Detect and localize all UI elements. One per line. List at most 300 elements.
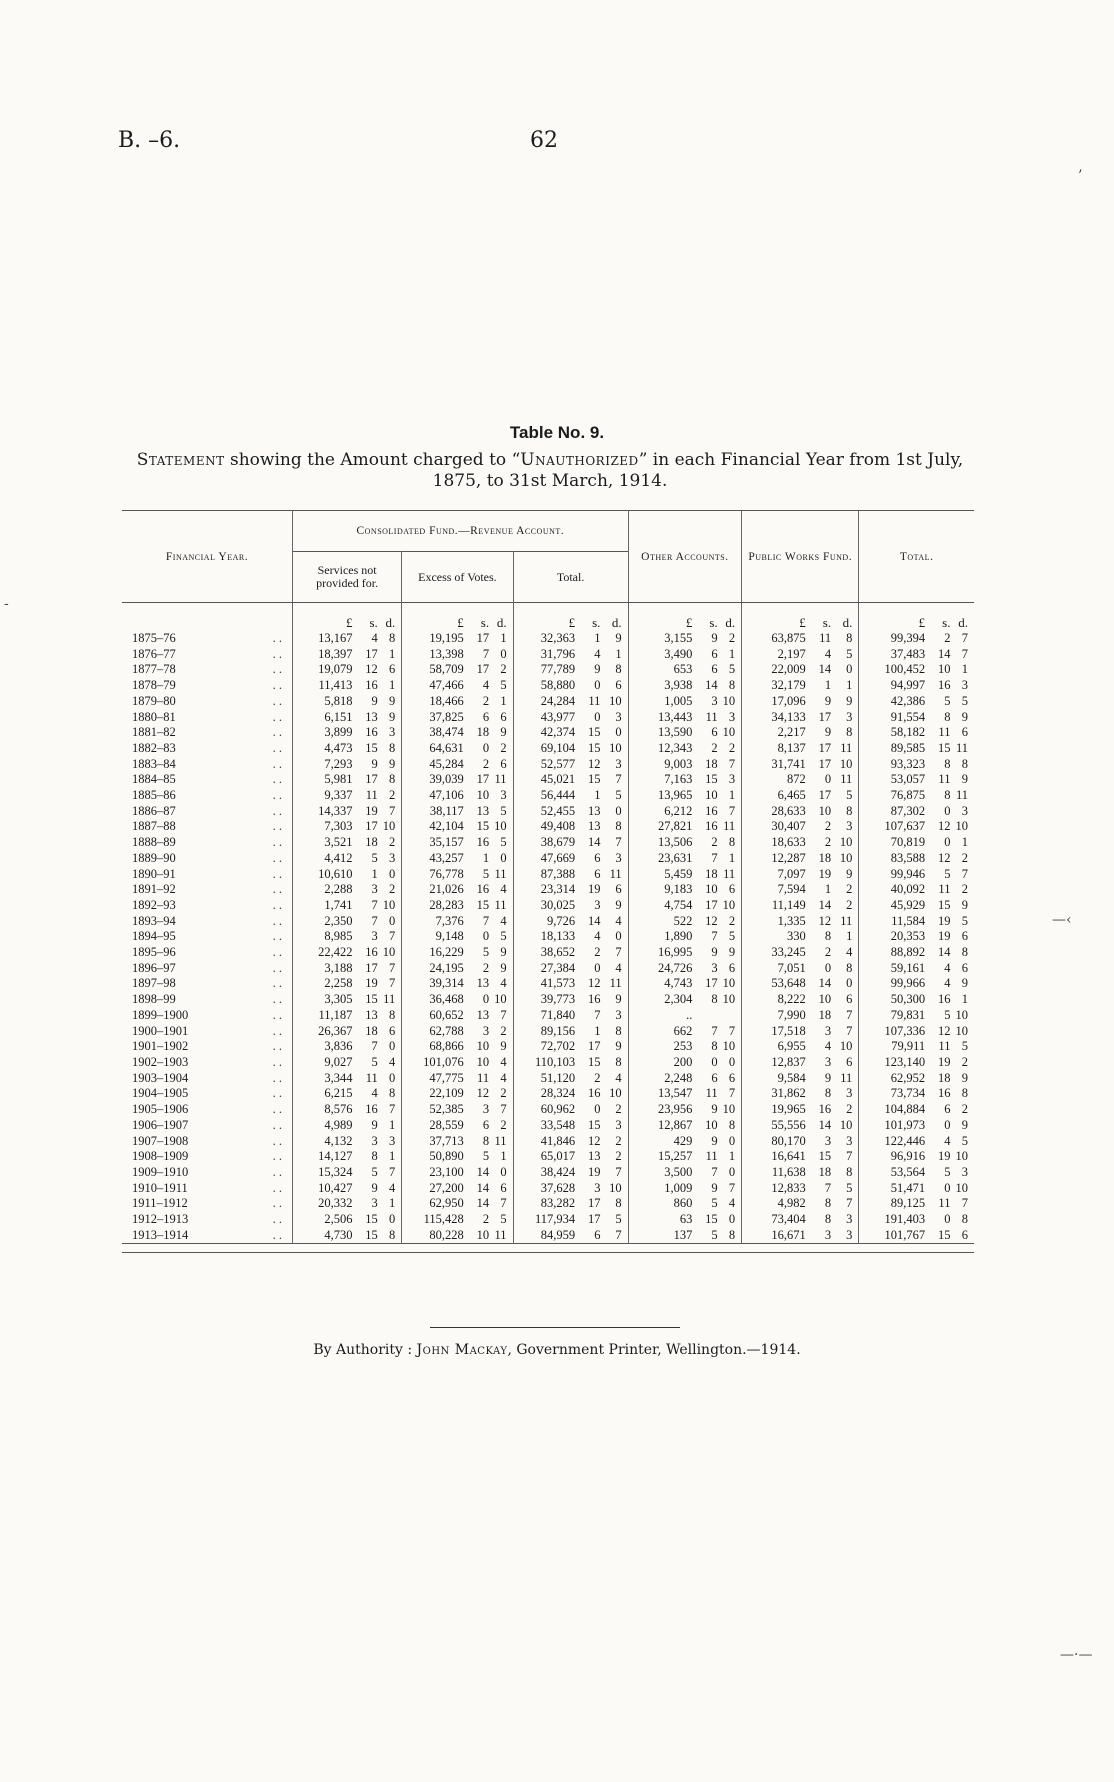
pounds-cell: 59,161 (859, 961, 929, 977)
pounds-cell: 429 (628, 1134, 696, 1150)
pounds-cell: 9,027 (293, 1055, 357, 1071)
pounds-cell: 79,911 (859, 1039, 929, 1055)
pounds-cell: 45,021 (513, 772, 579, 788)
unit-shilling: s. (369, 615, 378, 630)
pence-cell: 5 (500, 678, 507, 693)
shillings-cell: 5 (371, 850, 378, 865)
shillings-cell: 15 (705, 772, 718, 787)
pounds-cell: 12,867 (628, 1118, 696, 1134)
year-cell: 1901–1902 (132, 1039, 189, 1054)
pence-cell: 9 (388, 693, 396, 708)
pence-cell: 3 (728, 772, 736, 787)
leader-dots: . . (272, 725, 282, 740)
pounds-cell: 104,884 (859, 1102, 929, 1118)
shillings-cell: 12 (587, 756, 601, 771)
pence-cell: 11 (955, 740, 968, 755)
shillings-cell: 3 (824, 1133, 832, 1148)
pounds-cell: 41,573 (513, 976, 579, 992)
pence-cell: 3 (615, 1117, 622, 1132)
table-row (122, 1071, 974, 1087)
pence-cell: 11 (383, 992, 396, 1007)
pence-cell: 8 (615, 1054, 622, 1069)
pounds-cell: 23,314 (513, 882, 579, 898)
pence-cell: 11 (609, 866, 622, 881)
pounds-cell: 37,825 (402, 710, 468, 726)
page-number: 62 (530, 128, 558, 153)
year-cell: 1879–80 (132, 693, 176, 708)
pence-cell: 4 (500, 1070, 507, 1085)
pounds-cell: 115,428 (402, 1212, 468, 1228)
year-cell: 1880–81 (132, 709, 176, 724)
pounds-cell: 39,039 (402, 772, 468, 788)
pounds-cell: 71,840 (513, 1008, 579, 1024)
shillings-cell: 7 (711, 850, 718, 865)
table-row (122, 1134, 974, 1150)
header-other-accounts: Other Accounts. (628, 511, 741, 603)
shillings-cell: 0 (824, 960, 832, 975)
pounds-cell: 31,862 (742, 1086, 810, 1102)
pence-cell: 9 (846, 866, 853, 881)
pounds-cell: 50,890 (402, 1149, 468, 1165)
shillings-cell: 6 (711, 725, 718, 740)
shillings-cell: 4 (944, 960, 951, 975)
pounds-cell: 17,518 (742, 1024, 810, 1040)
year-cell: 1892–93 (132, 897, 176, 912)
pence-cell: 0 (388, 1039, 396, 1054)
shillings-cell: 13 (476, 803, 490, 818)
shillings-cell: 6 (482, 709, 490, 724)
pounds-cell: 49,408 (513, 819, 579, 835)
pounds-cell: 43,257 (402, 851, 468, 867)
shillings-cell: 8 (482, 1133, 490, 1148)
shillings-cell: 0 (944, 803, 951, 818)
leader-dots: . . (272, 929, 282, 944)
pounds-cell: 110,103 (513, 1055, 579, 1071)
shillings-cell: 5 (482, 945, 490, 960)
pence-cell: 0 (500, 1164, 507, 1179)
shillings-cell: 15 (365, 1212, 378, 1227)
leader-dots: . . (272, 866, 282, 881)
pounds-cell: 9,584 (742, 1071, 810, 1087)
pounds-cell: 11,187 (293, 1008, 357, 1024)
pence-cell: 7 (728, 803, 736, 818)
pounds-cell: 13,398 (402, 647, 468, 663)
shillings-cell: 13 (365, 1007, 378, 1022)
shillings-cell: 4 (944, 1133, 951, 1148)
shillings-cell: 18 (705, 866, 718, 881)
pence-cell: 10 (722, 992, 736, 1007)
pence-cell: 1 (961, 992, 968, 1007)
pence-cell: 6 (500, 709, 507, 724)
shillings-cell: 16 (705, 803, 718, 818)
leader-dots: . . (272, 976, 282, 991)
pounds-cell: 76,778 (402, 867, 468, 883)
pence-cell: 7 (388, 1102, 396, 1117)
pence-cell: 9 (615, 992, 622, 1007)
pence-cell: 8 (388, 740, 396, 755)
pounds-cell: 2,506 (293, 1212, 357, 1228)
year-cell: 1904–1905 (132, 1086, 189, 1101)
pence-cell: 9 (961, 772, 968, 787)
pence-cell: 5 (846, 1180, 853, 1195)
shillings-cell: 6 (482, 1117, 490, 1132)
pence-cell: 1 (615, 646, 622, 661)
pence-cell: 9 (961, 709, 968, 724)
shillings-cell: 17 (365, 772, 378, 787)
shillings-cell: 6 (594, 850, 601, 865)
pounds-cell: 19,965 (742, 1102, 810, 1118)
pounds-cell: 45,284 (402, 757, 468, 773)
pence-cell: 0 (728, 1212, 736, 1227)
pence-cell: 6 (500, 1180, 507, 1195)
year-cell: 1907–1908 (132, 1133, 189, 1148)
shillings-cell: 9 (711, 1102, 718, 1117)
pounds-cell: 860 (628, 1196, 696, 1212)
shillings-cell: 15 (587, 725, 601, 740)
unit-pound: £ (742, 603, 810, 632)
pence-cell: 5 (846, 646, 853, 661)
pence-cell: 8 (846, 960, 853, 975)
shillings-cell: 0 (594, 709, 601, 724)
leader-dots: . . (272, 1023, 282, 1038)
pounds-cell: 2,350 (293, 914, 357, 930)
pence-cell: 3 (388, 850, 396, 865)
pence-cell: 0 (728, 1164, 736, 1179)
shillings-cell: 17 (476, 631, 490, 645)
pence-cell: 7 (846, 1196, 853, 1211)
pounds-cell: 68,866 (402, 1039, 468, 1055)
pounds-cell: .. (628, 1008, 696, 1024)
table-row (122, 725, 974, 741)
pence-cell: 4 (846, 945, 853, 960)
table-row (122, 882, 974, 898)
statement-table (122, 510, 974, 1253)
unit-shilling: s. (822, 615, 832, 630)
shillings-cell: 2 (824, 835, 832, 850)
leader-dots: . . (272, 646, 282, 661)
pounds-cell: 24,284 (513, 694, 579, 710)
shillings-cell: 18 (818, 1164, 832, 1179)
pence-cell: 5 (500, 835, 507, 850)
shillings-cell: 8 (944, 709, 951, 724)
pence-cell: 2 (846, 882, 853, 897)
shillings-cell: 14 (476, 1180, 490, 1195)
pence-cell: 2 (961, 882, 968, 897)
leader-dots: . . (272, 897, 282, 912)
pounds-cell: 36,468 (402, 992, 468, 1008)
pence-cell: 10 (382, 897, 396, 912)
table-row (122, 945, 974, 961)
shillings-cell: 7 (824, 1180, 832, 1195)
year-cell: 1881–82 (132, 725, 176, 740)
pence-cell: 6 (728, 1070, 736, 1085)
shillings-cell: 12 (476, 1086, 490, 1101)
pence-cell: 5 (500, 929, 507, 944)
pence-cell: 0 (846, 662, 853, 677)
shillings-cell: 13 (587, 819, 601, 834)
pounds-cell: 11,584 (859, 914, 929, 930)
table-row (122, 788, 974, 804)
table-title: Table No. 9. (509, 423, 605, 442)
table-row (122, 992, 974, 1008)
pounds-cell: 47,106 (402, 788, 468, 804)
pounds-cell: 18,466 (402, 694, 468, 710)
shillings-cell: 1 (824, 882, 832, 897)
pounds-cell: 3,938 (628, 678, 696, 694)
pounds-cell: 52,455 (513, 804, 579, 820)
shillings-cell: 7 (594, 1007, 601, 1022)
pounds-cell: 3,344 (293, 1071, 357, 1087)
pounds-cell: 12,837 (742, 1055, 810, 1071)
pence-cell: 8 (961, 945, 968, 960)
pounds-cell: 40,092 (859, 882, 929, 898)
shillings-cell: 2 (824, 945, 832, 960)
shillings-cell: 3 (482, 1102, 490, 1117)
pence-cell: 8 (728, 1227, 736, 1242)
pounds-cell: 39,773 (513, 992, 579, 1008)
shillings-cell: 16 (587, 1086, 601, 1101)
pounds-cell: 4,412 (293, 851, 357, 867)
pounds-cell: 24,195 (402, 961, 468, 977)
shillings-cell: 3 (711, 693, 718, 708)
shillings-cell: 16 (365, 945, 378, 960)
pounds-cell: 13,590 (628, 725, 696, 741)
pence-cell: 1 (728, 788, 736, 803)
pence-cell: 0 (388, 866, 396, 881)
pence-cell: 2 (500, 1086, 507, 1101)
year-cell: 1903–1904 (132, 1070, 189, 1085)
pence-cell: 7 (388, 929, 396, 944)
pence-cell: 1 (961, 835, 968, 850)
pence-cell: 7 (500, 1007, 507, 1022)
year-cell: 1909–1910 (132, 1164, 189, 1179)
shillings-cell: 7 (371, 1039, 378, 1054)
leader-dots: . . (272, 1212, 282, 1227)
pence-cell: 5 (615, 788, 622, 803)
shillings-cell: 0 (482, 929, 490, 944)
pounds-cell: 89,585 (859, 741, 929, 757)
footer-imprint (0, 1342, 1114, 1358)
pounds-cell: 9,148 (402, 929, 468, 945)
pence-cell: 5 (728, 662, 736, 677)
shillings-cell: 1 (482, 850, 490, 865)
pence-cell: 6 (846, 1054, 853, 1069)
shillings-cell: 1 (594, 631, 601, 645)
pence-cell: 11 (494, 897, 507, 912)
table-row (122, 1118, 974, 1134)
pence-cell: 0 (615, 929, 622, 944)
year-cell: 1908–1909 (132, 1149, 189, 1164)
leader-dots: . . (272, 1149, 282, 1164)
leader-dots: . . (272, 1133, 282, 1148)
pence-cell: 7 (846, 1007, 853, 1022)
pounds-cell: 101,767 (859, 1228, 929, 1244)
table-row (122, 835, 974, 851)
pence-cell: 1 (388, 646, 396, 661)
shillings-cell: 3 (371, 1196, 378, 1211)
pounds-cell: 100,452 (859, 662, 929, 678)
pounds-cell: 653 (628, 662, 696, 678)
pence-cell: 10 (494, 819, 507, 834)
shillings-cell: 14 (587, 913, 601, 928)
shillings-cell: 14 (937, 945, 951, 960)
pounds-cell: 62,950 (402, 1196, 468, 1212)
pounds-cell: 7,376 (402, 914, 468, 930)
table-body (122, 631, 974, 1244)
pence-cell: 10 (839, 835, 853, 850)
year-cell: 1891–92 (132, 882, 176, 897)
shillings-cell: 10 (476, 788, 490, 803)
pounds-cell: 23,956 (628, 1102, 696, 1118)
year-cell: 1882–83 (132, 740, 176, 755)
pence-cell: 4 (500, 913, 507, 928)
shillings-cell: 17 (818, 709, 832, 724)
leader-dots: . . (272, 662, 282, 677)
pence-cell: 3 (961, 803, 968, 818)
pence-cell: 2 (846, 1102, 853, 1117)
pence-cell: 3 (846, 709, 853, 724)
pence-cell: 8 (846, 725, 853, 740)
table-row (122, 1212, 974, 1228)
shillings-cell: 9 (371, 1180, 378, 1195)
pounds-cell: 191,403 (859, 1212, 929, 1228)
pence-cell: 1 (500, 1149, 507, 1164)
pence-cell: 10 (839, 756, 853, 771)
leader-dots: . . (272, 756, 282, 771)
pence-cell: 10 (722, 693, 736, 708)
pounds-cell: 99,966 (859, 976, 929, 992)
pence-cell: 9 (846, 693, 853, 708)
pounds-cell: 18,133 (513, 929, 579, 945)
pounds-cell: 2,248 (628, 1071, 696, 1087)
pence-cell: 9 (728, 945, 736, 960)
shillings-cell: 1 (594, 1023, 601, 1038)
pounds-cell: 87,388 (513, 867, 579, 883)
shillings-cell: 11 (819, 631, 832, 645)
pence-cell: 0 (388, 1070, 396, 1085)
pounds-cell: 9,003 (628, 757, 696, 773)
pounds-cell: 60,652 (402, 1008, 468, 1024)
shillings-cell: 5 (371, 1164, 378, 1179)
pence-cell: 5 (500, 1212, 507, 1227)
pounds-cell: 19,079 (293, 662, 357, 678)
shillings-cell: 14 (587, 835, 601, 850)
pounds-cell: 1,890 (628, 929, 696, 945)
pence-cell: 7 (846, 1149, 853, 1164)
leader-dots: . . (272, 882, 282, 897)
pounds-cell: 30,025 (513, 898, 579, 914)
pence-cell: 7 (615, 835, 622, 850)
shillings-cell: 18 (818, 850, 832, 865)
pence-cell: 8 (388, 1227, 396, 1242)
pounds-cell: 51,120 (513, 1071, 579, 1087)
pounds-cell: 5,459 (628, 867, 696, 883)
pence-cell: 11 (609, 976, 622, 991)
pence-cell: 3 (615, 709, 622, 724)
table-row (122, 929, 974, 945)
pence-cell: 1 (961, 662, 968, 677)
pence-cell: 1 (728, 646, 736, 661)
pounds-cell: 91,554 (859, 710, 929, 726)
pounds-cell: 4,743 (628, 976, 696, 992)
pounds-cell: 24,726 (628, 961, 696, 977)
shillings-cell: 0 (482, 740, 490, 755)
shillings-cell: 11 (938, 1039, 951, 1054)
pence-cell: 8 (388, 772, 396, 787)
pounds-cell: 7,303 (293, 819, 357, 835)
unit-shilling: s. (709, 615, 718, 630)
pence-cell: 1 (728, 1149, 736, 1164)
shillings-cell: 2 (482, 1212, 490, 1227)
shillings-cell: 11 (705, 1149, 718, 1164)
pence-cell: 10 (609, 1086, 622, 1101)
table-row (122, 631, 974, 647)
shillings-cell: 8 (824, 1212, 832, 1227)
shillings-cell: 14 (705, 678, 718, 693)
pence-cell: 6 (961, 929, 968, 944)
pounds-cell: 9,726 (513, 914, 579, 930)
shillings-cell: 2 (482, 693, 490, 708)
year-cell: 1905–1906 (132, 1102, 189, 1117)
pounds-cell: 11,638 (742, 1165, 810, 1181)
shillings-cell: 16 (587, 992, 601, 1007)
pounds-cell: 522 (628, 914, 696, 930)
pence-cell: 0 (388, 913, 396, 928)
pence-cell: 0 (500, 646, 507, 661)
pounds-cell: 9,183 (628, 882, 696, 898)
pounds-cell: 10,610 (293, 867, 357, 883)
shillings-cell: 9 (371, 1117, 378, 1132)
shillings-cell: 0 (482, 992, 490, 1007)
pounds-cell: 13,547 (628, 1086, 696, 1102)
pounds-cell: 53,564 (859, 1165, 929, 1181)
pounds-cell: 70,819 (859, 835, 929, 851)
shillings-cell: 15 (818, 1149, 832, 1164)
year-cell: 1893–94 (132, 913, 176, 928)
shillings-cell: 10 (705, 882, 718, 897)
shillings-cell: 0 (944, 1117, 951, 1132)
shillings-cell: 4 (824, 646, 832, 661)
pence-cell: 7 (388, 1164, 396, 1179)
unit-pound: £ (859, 603, 929, 632)
table-row (122, 1181, 974, 1197)
year-cell: 1898–99 (132, 992, 176, 1007)
pounds-cell: 12,343 (628, 741, 696, 757)
pounds-cell: 76,875 (859, 788, 929, 804)
shillings-cell: 8 (824, 1196, 832, 1211)
pence-cell: 7 (388, 960, 396, 975)
year-cell: 1888–89 (132, 835, 176, 850)
shillings-cell: 17 (587, 1196, 601, 1211)
shillings-cell: 10 (705, 788, 718, 803)
pounds-cell: 1,335 (742, 914, 810, 930)
pounds-cell: 37,483 (859, 647, 929, 663)
shillings-cell: 16 (937, 1086, 951, 1101)
pounds-cell: 27,200 (402, 1181, 468, 1197)
pounds-cell: 2,288 (293, 882, 357, 898)
shillings-cell: 0 (711, 1054, 718, 1069)
shillings-cell: 3 (824, 1227, 832, 1242)
margin-mark-left: - (4, 596, 9, 612)
pence-cell: 2 (615, 1133, 622, 1148)
pounds-cell: 15,324 (293, 1165, 357, 1181)
pence-cell: 9 (961, 897, 968, 912)
shillings-cell: 18 (937, 1070, 951, 1085)
pence-cell: 11 (955, 788, 968, 803)
shillings-cell: 17 (705, 976, 718, 991)
table-row (122, 694, 974, 710)
year-cell: 1911–1912 (132, 1196, 188, 1211)
